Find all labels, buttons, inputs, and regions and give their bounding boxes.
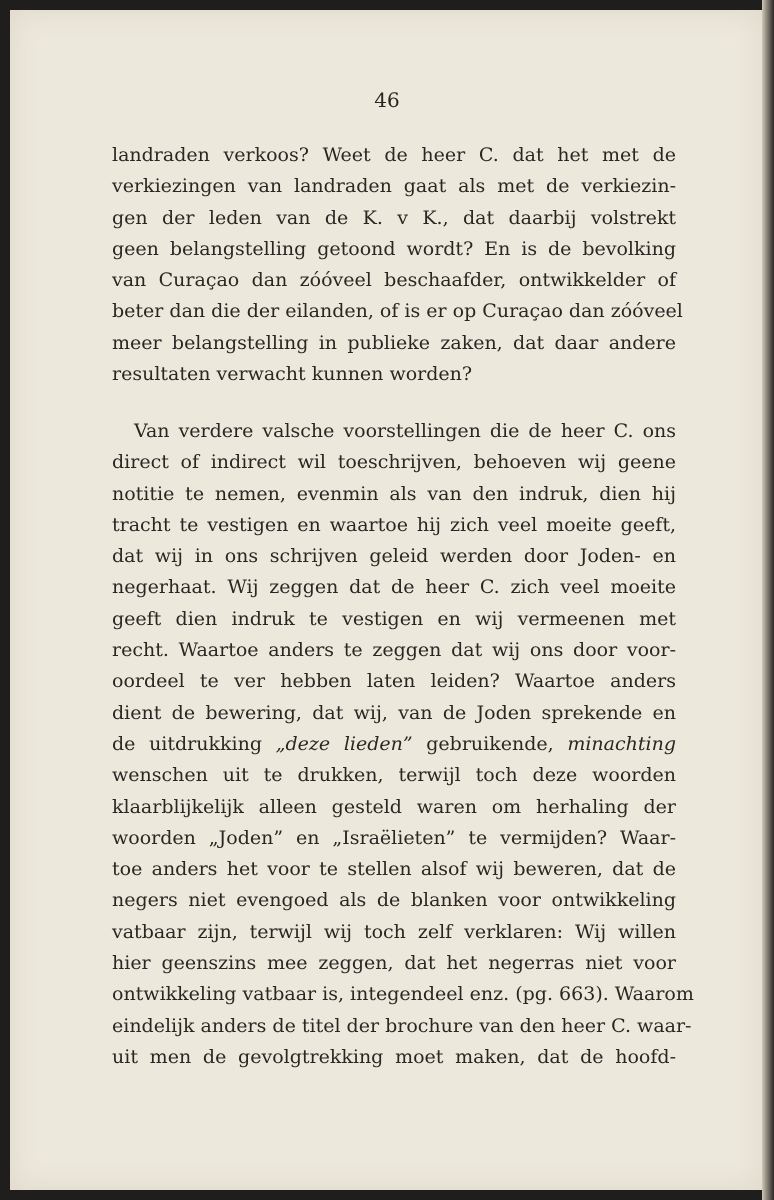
- paragraph-1: [112, 140, 683, 390]
- text-fragment: gebruikende,: [426, 732, 554, 755]
- text-line: notitie te nemen, evenmin als van den indruk, dien hij: [112, 482, 676, 505]
- text-line-with-emphasis: [112, 729, 676, 760]
- italic-word: minachting: [567, 732, 676, 755]
- text-line: Van verdere valsche voorstellingen die de heer C. ons: [134, 420, 676, 442]
- text-line: resultaten verwacht kunnen worden?: [112, 363, 473, 386]
- text-line: landraden verkoos? Weet de heer C. dat het met de: [112, 144, 676, 166]
- text-line: gen der leden van de K. v K., dat daarbij volstrekt: [112, 206, 676, 229]
- text-line: ontwikkeling vatbaar is, integendeel enz. (pg. 663). Waarom: [112, 983, 694, 1006]
- text-line: klaarblijkelijk alleen gesteld waren om herhaling der: [112, 795, 676, 818]
- text-line: geen belangstelling getoond wordt? En is de bevolking: [112, 237, 676, 260]
- text-line: beter dan die der eilanden, of is er op Curaçao dan zóóveel: [112, 300, 683, 323]
- text-line: direct of indirect wil toeschrijven, behoeven wij geene: [112, 451, 676, 474]
- italic-quote: „deze lieden”: [275, 732, 413, 755]
- text-line: meer belangstelling in publieke zaken, dat daar andere: [112, 331, 676, 354]
- text-line: geeft dien indruk te vestigen en wij vermeenen met: [112, 607, 676, 630]
- text-line: uit men de gevolgtrekking moet maken, dat de hoofd-: [112, 1045, 676, 1068]
- page-edge: [762, 0, 774, 1200]
- text-line: negers niet evengoed als de blanken voor ontwikkeling: [112, 889, 676, 912]
- text-line: negerhaat. Wij zeggen dat de heer C. zich veel moeite: [112, 576, 676, 599]
- page-number: 46: [374, 88, 400, 112]
- text-line: eindelijk anders de titel der brochure van den heer C. waar-: [112, 1014, 692, 1037]
- text-line: recht. Waartoe anders te zeggen dat wij ons door voor-: [112, 639, 676, 662]
- text-line: woorden „Joden” en „Israëlieten” te vermijden? Waar-: [112, 826, 676, 849]
- text-line: toe anders het voor te stellen alsof wij beweren, dat de: [112, 858, 676, 881]
- text-line: dat wij in ons schrijven geleid werden door Joden- en: [112, 545, 676, 568]
- text-line: hier geenszins mee zeggen, dat het negerras niet voor: [112, 952, 676, 975]
- text-line: vatbaar zijn, terwijl wij toch zelf verklaren: Wij willen: [112, 920, 676, 943]
- text-fragment: de uitdrukking: [112, 732, 262, 755]
- text-line: dient de bewering, dat wij, van de Joden sprekende en: [112, 701, 676, 724]
- text-line: tracht te vestigen en waartoe hij zich veel moeite geeft,: [112, 513, 676, 536]
- text-line: wenschen uit te drukken, terwijl toch deze woorden: [112, 764, 676, 787]
- paragraph-2: [112, 416, 694, 1073]
- text-line: oordeel te ver hebben laten leiden? Waartoe anders: [112, 670, 676, 693]
- text-line: verkiezingen van landraden gaat als met de verkiezin-: [112, 175, 676, 198]
- text-line: van Curaçao dan zóóveel beschaafder, ontwikkelder of: [112, 269, 676, 292]
